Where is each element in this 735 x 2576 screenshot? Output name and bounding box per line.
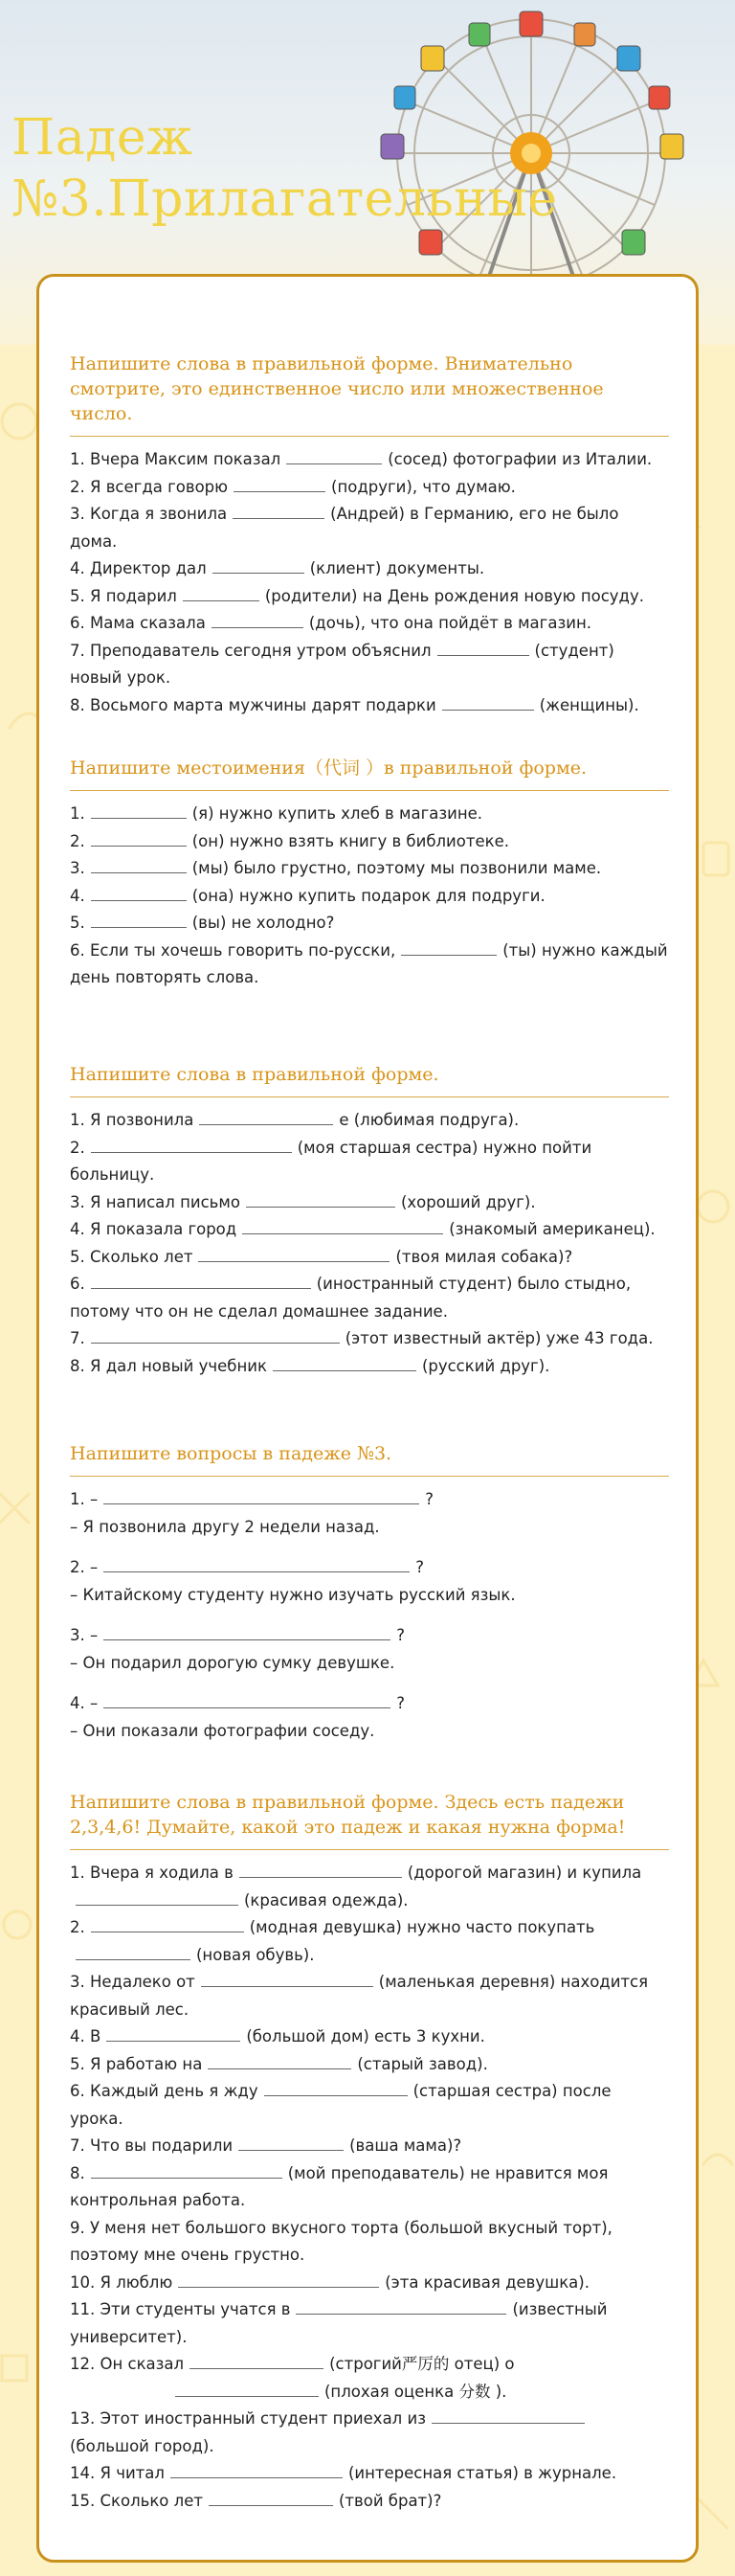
answer-blank[interactable]	[209, 2488, 333, 2506]
exercise-5	[70, 1790, 669, 2515]
answer-text: – Я позвонила другу 2 недели назад.	[70, 1517, 380, 1536]
answer-blank[interactable]	[296, 2296, 506, 2315]
title-line-2: №3.Прилагательные	[11, 170, 558, 228]
list-item: 8. (мой преподаватель) не нравится моя контрольная работа.	[70, 2160, 669, 2215]
answer-blank[interactable]	[286, 446, 382, 464]
list-item: 3. Я написал письмо (хороший друг).	[70, 1189, 669, 1217]
list-item: 6. Если ты хочешь говорить по-русски, (ты) нужно каждый день повторять слова.	[70, 938, 669, 992]
answer-blank[interactable]	[264, 2078, 408, 2096]
answer-blank[interactable]	[212, 610, 303, 628]
answer-blank[interactable]	[170, 2460, 343, 2478]
list-item: 4. Директор дал (клиент) документы.	[70, 555, 669, 583]
exercise-heading: Напишите слова в правильной форме. Здесь есть падежи 2,3,4,6! Думайте, какой это падеж и какая нужна форма!	[70, 1790, 669, 1850]
exercise-4	[70, 1441, 669, 1758]
list-item: 13. Этот иностранный студент приехал из(большой город).	[70, 2406, 669, 2460]
answer-blank[interactable]	[91, 1271, 311, 1289]
answer-blank[interactable]	[189, 2351, 323, 2369]
list-item: 1. Вчера я ходила в (дорогой магазин) и купила (красивая одежда).	[70, 1860, 669, 1914]
answer-blank[interactable]	[91, 855, 187, 873]
answer-blank[interactable]	[76, 1887, 238, 1906]
list-item: 9. У меня нет большого вкусного торта (большой вкусный торт), поэтому мне очень грустно.	[70, 2218, 612, 2264]
answer-blank[interactable]	[437, 638, 529, 656]
question-item: 3. – ? – Он подарил дорогую сумку девушке.	[70, 1622, 669, 1677]
list-item: 2. (модная девушка) нужно часто покупать (новая обувь).	[70, 1914, 669, 1969]
list-item: 5. Я работаю на (старый завод).	[70, 2051, 669, 2079]
answer-blank[interactable]	[183, 583, 259, 601]
answer-blank[interactable]	[91, 801, 187, 819]
exercise-heading: Напишите вопросы в падеже №3.	[70, 1441, 669, 1477]
list-item: 1. (я) нужно купить хлеб в магазине.	[70, 801, 669, 828]
list-item: 7. Преподаватель сегодня утром объяснил (студент) новый урок.	[70, 638, 669, 692]
answer-blank[interactable]	[234, 474, 325, 492]
worksheet-card	[36, 274, 699, 2563]
list-item: 2. Я всегда говорю (подруги), что думаю.	[70, 474, 669, 502]
list-item: 4. Я показала город (знакомый американец).	[70, 1216, 669, 1244]
answer-blank[interactable]	[246, 1189, 395, 1208]
list-item: 7. Что вы подарили (ваша мама)?	[70, 2133, 669, 2160]
answer-blank[interactable]	[233, 501, 324, 519]
answer-blank[interactable]	[76, 1942, 190, 1960]
answer-blank[interactable]	[91, 1135, 292, 1153]
list-item: 11. Эти студенты учатся в (известный университет).	[70, 2296, 669, 2351]
answer-blank[interactable]	[208, 2051, 351, 2069]
answer-blank[interactable]	[198, 1244, 390, 1262]
list-item: 3. Когда я звонила (Андрей) в Германию, его не было дома.	[70, 501, 669, 555]
title-line-1: Падеж	[11, 109, 193, 167]
answer-blank[interactable]	[201, 1969, 373, 1987]
list-item: 2. (моя старшая сестра) нужно пойти больницу.	[70, 1135, 669, 1189]
answer-blank[interactable]	[106, 2023, 240, 2042]
list-item: 6. (иностранный студент) было стыдно, потому что он не сделал домашнее задание.	[70, 1271, 669, 1325]
list-item: 3. (мы) было грустно, поэтому мы позвонили маме.	[70, 855, 669, 883]
list-item: 15. Сколько лет (твой брат)?	[70, 2488, 669, 2516]
exercise-heading: Напишите местоимения（代词 ）в правильной форме.	[70, 756, 669, 791]
list-item: 3. Недалеко от (маленькая деревня) находится красивый лес.	[70, 1969, 669, 2023]
list-item: 5. (вы) не холодно?	[70, 910, 669, 938]
answer-text: – Они показали фотографии соседу.	[70, 1721, 375, 1740]
list-item: 8. Восьмого марта мужчины дарят подарки (женщины).	[70, 692, 669, 720]
list-item: 1. Я позвонила е (любимая подруга).	[70, 1107, 669, 1135]
answer-blank[interactable]	[273, 1353, 416, 1371]
answer-blank[interactable]	[103, 1622, 390, 1640]
answer-blank[interactable]	[178, 2270, 379, 2288]
exercise-heading: Напишите слова в правильной форме. Внимательно смотрите, это единственное число или множественное число.	[70, 351, 669, 437]
answer-blank[interactable]	[91, 883, 187, 901]
page-title	[11, 107, 558, 230]
list-item: 2. (он) нужно взять книгу в библиотеке.	[70, 828, 669, 856]
exercise-heading: Напишите слова в правильной форме.	[70, 1062, 669, 1097]
list-item: 5. Я подарил (родители) на День рождения новую посуду.	[70, 583, 669, 611]
list-item: 5. Сколько лет (твоя милая собака)?	[70, 1244, 669, 1272]
list-item: 8. Я дал новый учебник (русский друг).	[70, 1353, 669, 1381]
exercise-1	[70, 351, 669, 719]
list-item: 4. (она) нужно купить подарок для подруги.	[70, 883, 669, 911]
answer-blank[interactable]	[103, 1554, 410, 1572]
question-item: 1. – ? – Я позвонила другу 2 недели назад.	[70, 1486, 669, 1541]
exercise-3	[70, 1062, 669, 1380]
exercise-2	[70, 756, 669, 992]
answer-blank[interactable]	[91, 1325, 340, 1344]
question-item: 4. – ? – Они показали фотографии соседу.	[70, 1690, 669, 1745]
answer-blank[interactable]	[103, 1486, 419, 1504]
answer-blank[interactable]	[432, 2406, 585, 2424]
answer-blank[interactable]	[91, 828, 187, 847]
answer-blank[interactable]	[91, 1914, 244, 1932]
answer-text: – Он подарил дорогую сумку девушке.	[70, 1653, 395, 1672]
list-item: 12. Он сказал (строгий严厉的 отец) о (плохая оценка 分数 ).	[70, 2351, 669, 2406]
list-item: 4. В (большой дом) есть 3 кухни.	[70, 2023, 669, 2051]
question-item: 2. – ? – Китайскому студенту нужно изучать русский язык.	[70, 1554, 669, 1609]
answer-blank[interactable]	[175, 2379, 319, 2397]
list-item: 14. Я читал (интересная статья) в журнале.	[70, 2460, 669, 2488]
answer-text: – Китайскому студенту нужно изучать русский язык.	[70, 1585, 516, 1604]
answer-blank[interactable]	[199, 1107, 333, 1125]
answer-blank[interactable]	[239, 1860, 402, 1878]
list-item: 10. Я люблю (эта красивая девушка).	[70, 2270, 669, 2297]
answer-blank[interactable]	[238, 2133, 344, 2151]
answer-blank[interactable]	[91, 910, 187, 928]
answer-blank[interactable]	[212, 555, 304, 574]
answer-blank[interactable]	[442, 692, 534, 711]
list-item: 7. (этот известный актёр) уже 43 года.	[70, 1325, 669, 1353]
answer-blank[interactable]	[91, 2160, 282, 2179]
answer-blank[interactable]	[242, 1216, 443, 1234]
list-item: 1. Вчера Максим показал (сосед) фотографии из Италии.	[70, 446, 669, 474]
list-item: 6. Каждый день я жду (старшая сестра) после урока.	[70, 2078, 669, 2133]
list-item: 6. Мама сказала (дочь), что она пойдёт в магазин.	[70, 610, 669, 638]
answer-blank[interactable]	[103, 1690, 390, 1708]
answer-blank[interactable]	[401, 938, 497, 956]
